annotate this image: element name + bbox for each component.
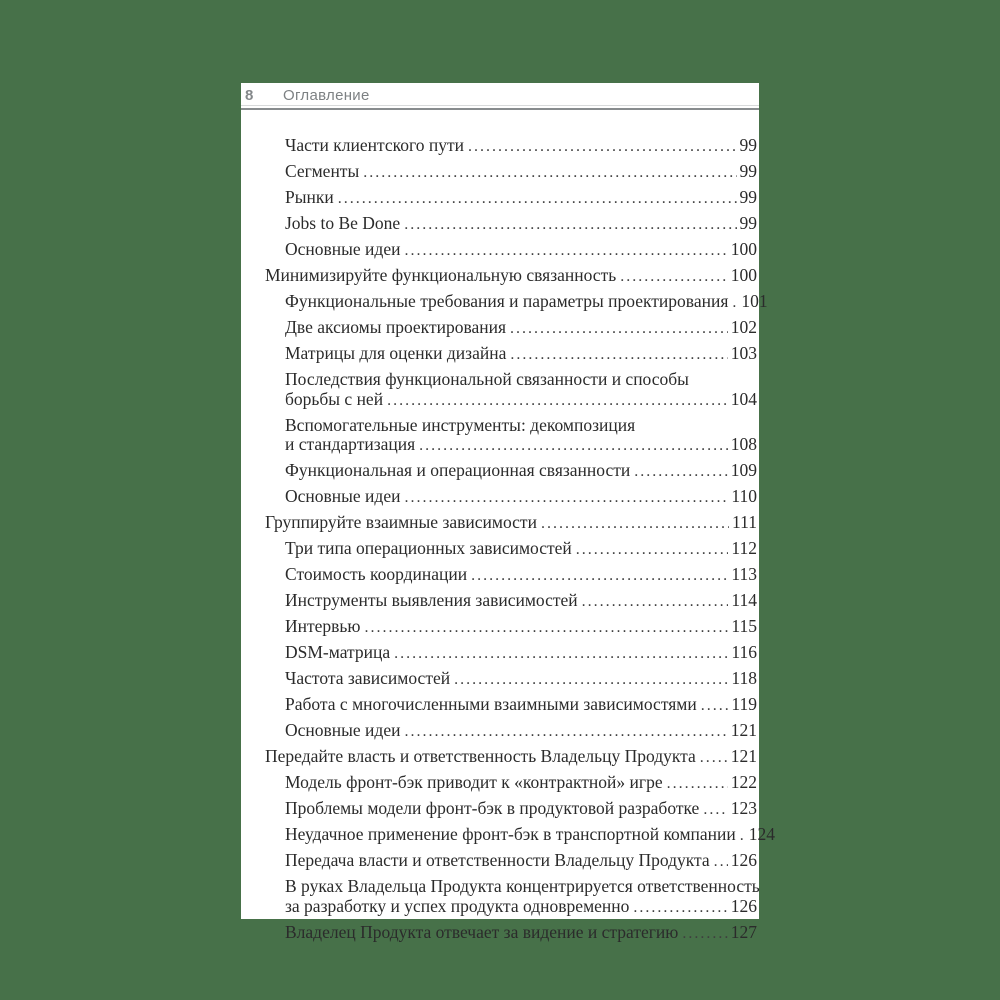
toc-entry-last-line (285, 669, 757, 690)
dot-leader (541, 513, 729, 534)
toc-entry (285, 591, 757, 612)
toc-entry-text: Интервью (285, 616, 361, 636)
toc-entry-last-line (285, 565, 757, 586)
toc-entry-last-line (285, 188, 757, 209)
toc-entry-text: и стандартизация (285, 434, 416, 454)
toc-entry-last-line (285, 824, 776, 846)
toc-page-number: 118 (731, 668, 757, 688)
toc-page-number: 119 (731, 694, 757, 714)
toc-entry-text: Вспомогательные инструменты: декомпозиция (285, 414, 636, 435)
toc-entry (285, 565, 757, 586)
dot-leader (582, 591, 729, 612)
toc-entry-text: Функциональная и операционная связанности (285, 460, 631, 480)
toc-page-number: 102 (730, 317, 757, 337)
toc-entry-text: Неудачное применение фронт-бэк в транспортной компании (285, 824, 736, 844)
toc-entry-text: Проблемы модели фронт-бэк в продуктовой разработке (285, 798, 700, 818)
toc-page-number: 116 (731, 642, 757, 662)
toc-page-number: 99 (739, 161, 757, 181)
toc-page-number: 99 (739, 187, 757, 207)
dot-leader (387, 390, 728, 411)
toc-entry (265, 747, 757, 768)
toc-entry-last-line (285, 539, 757, 560)
dot-leader (510, 318, 728, 339)
toc-entry (285, 214, 757, 235)
toc-entry-text: Рынки (285, 187, 334, 207)
table-of-contents (241, 135, 776, 943)
toc-page-number: 112 (731, 538, 757, 558)
toc-entry-last-line (285, 897, 757, 918)
toc-entry-text: Три типа операционных зависимостей (285, 538, 572, 558)
toc-entry-text: борьбы с ней (285, 388, 384, 409)
toc-page-number: 123 (730, 798, 757, 818)
dot-leader (700, 747, 728, 768)
toc-entry-last-line (285, 318, 757, 339)
toc-entry (285, 851, 757, 872)
toc-entry-last-line (285, 643, 757, 664)
toc-entry-last-line (285, 851, 757, 872)
toc-page-number: 103 (730, 343, 757, 363)
dot-leader (404, 240, 727, 261)
toc-page-number: 121 (730, 720, 757, 740)
toc-page-number: 111 (732, 512, 757, 532)
toc-entry-last-line (265, 266, 757, 287)
toc-entry-text: Инструменты выявления зависимостей (285, 590, 578, 610)
toc-entry-text: Основные идеи (285, 486, 401, 506)
toc-entry-last-line (285, 435, 757, 456)
dot-leader (471, 565, 728, 586)
toc-entry (285, 669, 757, 690)
dot-leader (419, 435, 728, 456)
dot-leader (576, 539, 729, 560)
dot-leader (701, 695, 729, 716)
toc-entry-text: Модель фронт-бэк приводит к «контрактной» игре (285, 772, 663, 792)
dot-leader (454, 669, 728, 690)
toc-page-number: 113 (731, 564, 757, 584)
dot-leader (394, 643, 728, 664)
dot-leader (510, 344, 727, 365)
toc-entry-text: Передача власти и ответственности Владельцу Продукта (285, 850, 710, 870)
toc-entry (285, 643, 757, 664)
toc-entry-text: Передайте власть и ответственность Владельцу Продукта (265, 746, 696, 766)
toc-entry-text: Две аксиомы проектирования (285, 317, 507, 337)
toc-entry-text: Последствия функциональной связанности и способы (285, 369, 689, 389)
toc-entry-last-line (285, 162, 757, 183)
toc-entry (265, 266, 757, 287)
dot-leader (667, 773, 728, 794)
toc-entry-last-line (285, 461, 757, 482)
dot-leader (732, 292, 738, 313)
toc-entry (285, 416, 757, 456)
book-page (241, 83, 776, 942)
toc-entry (285, 344, 757, 365)
toc-entry (285, 539, 757, 560)
dot-leader (404, 214, 736, 235)
toc-entry (285, 291, 768, 313)
toc-entry-last-line (285, 136, 757, 157)
toc-entry-text: DSM-матрица (285, 642, 391, 662)
toc-entry (285, 318, 757, 339)
toc-entry-last-line (285, 591, 757, 612)
toc-entry-last-line (285, 617, 757, 638)
toc-page-number: 99 (739, 135, 757, 155)
toc-entry (285, 487, 757, 508)
toc-entry (285, 240, 757, 261)
toc-entry-last-line (285, 721, 757, 742)
toc-entry (285, 370, 757, 410)
toc-entry (285, 923, 757, 944)
toc-entry-text: Основные идеи (285, 720, 401, 740)
toc-page-number: 114 (731, 590, 757, 610)
dot-leader (634, 461, 728, 482)
toc-page-number: 126 (730, 895, 757, 916)
dot-leader (365, 617, 729, 638)
dot-leader (404, 487, 728, 508)
toc-page-number: 109 (730, 460, 757, 480)
dot-leader (404, 721, 727, 742)
toc-entry (285, 695, 757, 716)
dot-leader (633, 897, 727, 918)
dot-leader (363, 162, 736, 183)
toc-entry-text: Частота зависимостей (285, 668, 451, 688)
toc-page-number: 115 (731, 616, 757, 636)
toc-page-number: 126 (730, 850, 757, 870)
dot-leader (468, 136, 736, 157)
toc-entry-last-line (285, 923, 757, 944)
toc-entry-last-line (285, 291, 768, 313)
toc-entry-text: Минимизируйте функциональную связанность (265, 265, 617, 285)
toc-page-number: 110 (731, 486, 757, 506)
toc-entry (285, 799, 757, 820)
toc-entry-text: Работа с многочисленными взаимными зависимостями (285, 694, 697, 714)
toc-entry-text: Функциональные требования и параметры проектирования (285, 291, 729, 311)
toc-entry-last-line (265, 513, 757, 534)
toc-entry-text: Сегменты (285, 161, 360, 181)
toc-page-number: 100 (730, 239, 757, 259)
toc-entry-text: Части клиентского пути (285, 135, 465, 155)
toc-entry-text: за разработку и успех продукта одновременно (285, 895, 630, 916)
toc-page-number: 100 (730, 265, 757, 285)
toc-entry-text: Стоимость координации (285, 564, 468, 584)
toc-entry-text: В руках Владельца Продукта концентрируется ответственность (285, 876, 760, 896)
toc-entry-text: Основные идеи (285, 239, 401, 259)
toc-entry (285, 721, 757, 742)
dot-leader (338, 188, 737, 209)
toc-page-number: 122 (730, 772, 757, 792)
toc-entry (285, 461, 757, 482)
toc-entry-last-line (285, 695, 757, 716)
dot-leader (714, 851, 728, 872)
toc-page-number: 108 (730, 434, 757, 454)
header-rule (241, 105, 759, 110)
folio-page-number: 8 (245, 87, 254, 104)
toc-entry-text: Группируйте взаимные зависимости (265, 512, 537, 532)
toc-page-number: 99 (739, 213, 757, 233)
page-header (241, 83, 759, 104)
toc-entry-last-line (285, 487, 757, 508)
running-title: Оглавление (283, 87, 370, 104)
toc-entry (265, 513, 757, 534)
toc-entry-last-line (265, 747, 757, 768)
toc-entry (285, 188, 757, 209)
toc-entry-text: Владелец Продукта отвечает за видение и стратегию (285, 921, 679, 942)
toc-page-number: 104 (730, 388, 757, 409)
toc-entry-text: Матрицы для оценки дизайна (285, 343, 507, 363)
toc-entry (285, 136, 757, 157)
toc-entry-last-line (285, 214, 757, 235)
dot-leader (740, 825, 746, 846)
toc-entry-last-line (285, 390, 757, 411)
toc-entry-last-line (285, 344, 757, 365)
dot-leader (682, 923, 727, 944)
toc-entry-last-line (285, 773, 757, 794)
toc-page-number: 121 (730, 746, 757, 766)
toc-page-number: 101 (741, 291, 768, 311)
dot-leader (703, 799, 727, 820)
toc-entry-text: Jobs to Be Done (285, 213, 401, 233)
toc-entry (285, 162, 757, 183)
toc-page-number: 124 (748, 824, 776, 844)
dot-leader (620, 266, 728, 287)
toc-entry (285, 824, 776, 846)
toc-entry (285, 617, 757, 638)
toc-entry-last-line (285, 240, 757, 261)
toc-entry (285, 876, 760, 917)
toc-page-number: 127 (730, 921, 757, 942)
toc-entry-last-line (285, 799, 757, 820)
toc-entry (285, 773, 757, 794)
